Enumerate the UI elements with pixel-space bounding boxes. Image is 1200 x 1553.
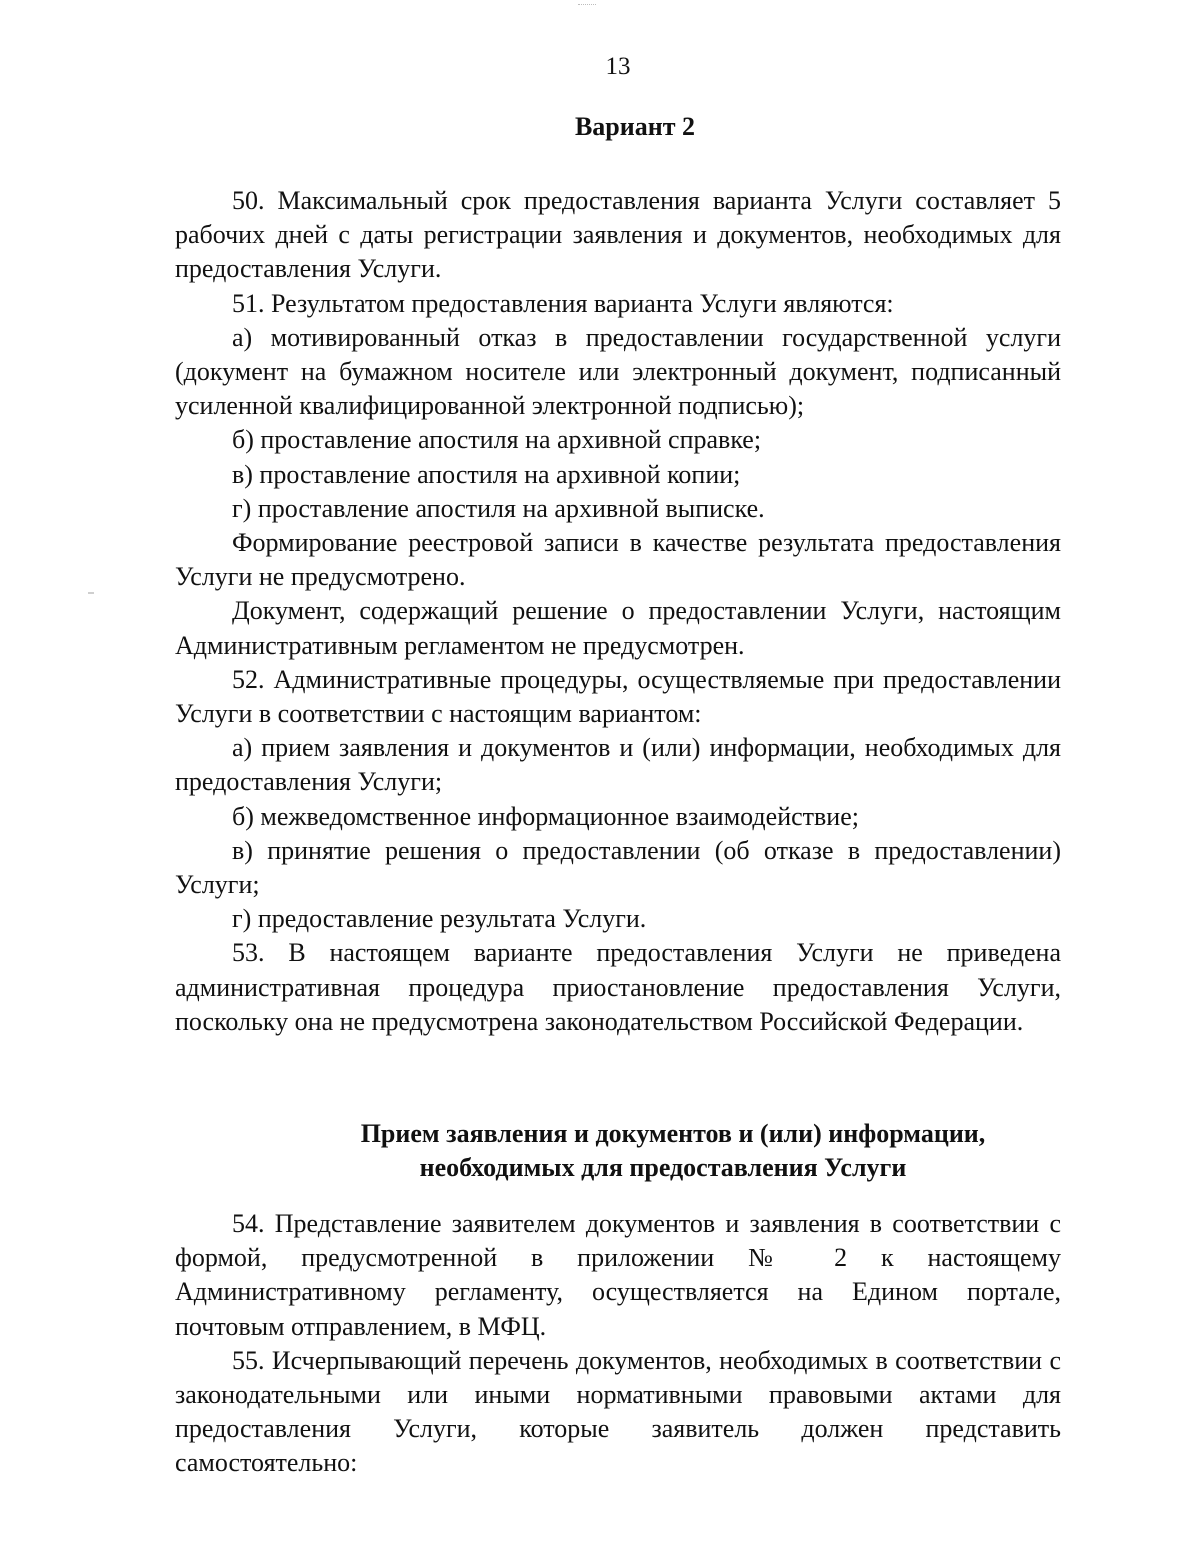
scan-artifact-left [88,592,94,594]
list-item-52-v: в) принятие решения о предоставлении (об отказе в предоставлении) Услуги; [175,835,1061,900]
variant-heading: Вариант 2 [574,112,696,141]
paragraph-50: 50. Максимальный срок предоставления варианта Услуги составляет 5 рабочих дней с даты регистрации заявления и документов, необходимых для предоставления Услуги. [175,186,1061,284]
paragraph-52: 52. Административные процедуры, осуществляемые при предоставлении Услуги в соответствии с настоящим вариантом: [175,664,1061,729]
list-item-51-a: а) мотивированный отказ в предоставлении государственной услуги (документ на бумажном носителе или электронный документ, подписанный усиленной квалифицированной электронной подписью); [175,322,1061,421]
body-text-upper [175,184,1061,1039]
paragraph-51: 51. Результатом предоставления варианта Услуги являются: [232,288,894,318]
list-item-52-b: б) межведомственное информационное взаимодействие; [232,801,859,831]
list-item-51-v: в) проставление апостиля на архивной копии; [232,459,741,489]
list-item-52-g: г) предоставление результата Услуги. [232,904,647,934]
paragraph-registry-record: Формирование реестровой записи в качестве результата предоставления Услуги не предусмотрено. [175,528,1061,592]
paragraph-53: 53. В настоящем варианте предоставления Услуги не приведена административная процедура приостановление предоставления Услуги, поскольку она не предусмотрена законодательством Российской Федерации. [175,938,1061,1036]
page-number: 13 [605,53,631,80]
scan-artifact-top [578,4,596,7]
body-text-lower [175,1207,1061,1481]
paragraph-55: 55. Исчерпывающий перечень документов, необходимых в соответствии с законодательными или иными нормативными правовыми актами для предоставления Услуги, которые заявитель должен представить самостоятельно: [175,1345,1061,1478]
section-heading-line-1: Прием заявления и документов и (или) информации, [360,1119,986,1148]
list-item-51-g: г) проставление апостиля на архивной выписке. [232,493,765,523]
paragraph-54: 54. Представление заявителем документов и заявления в соответствии с формой, предусмотренной в приложении № 2 к настоящему Административному регламенту, осуществляется на Едином портале, почтовым отправлением, в МФЦ. [175,1209,1061,1341]
list-item-52-a: а) прием заявления и документов и (или) информации, необходимых для предоставления Услуги; [175,733,1061,797]
paragraph-decision-document: Документ, содержащий решение о предоставлении Услуги, настоящим Административным регламентом не предусмотрен. [175,596,1061,660]
section-heading [175,1117,1061,1185]
list-item-51-b: б) проставление апостиля на архивной справке; [232,425,762,455]
section-heading-line-2: необходимых для предоставления Услуги [419,1153,907,1182]
